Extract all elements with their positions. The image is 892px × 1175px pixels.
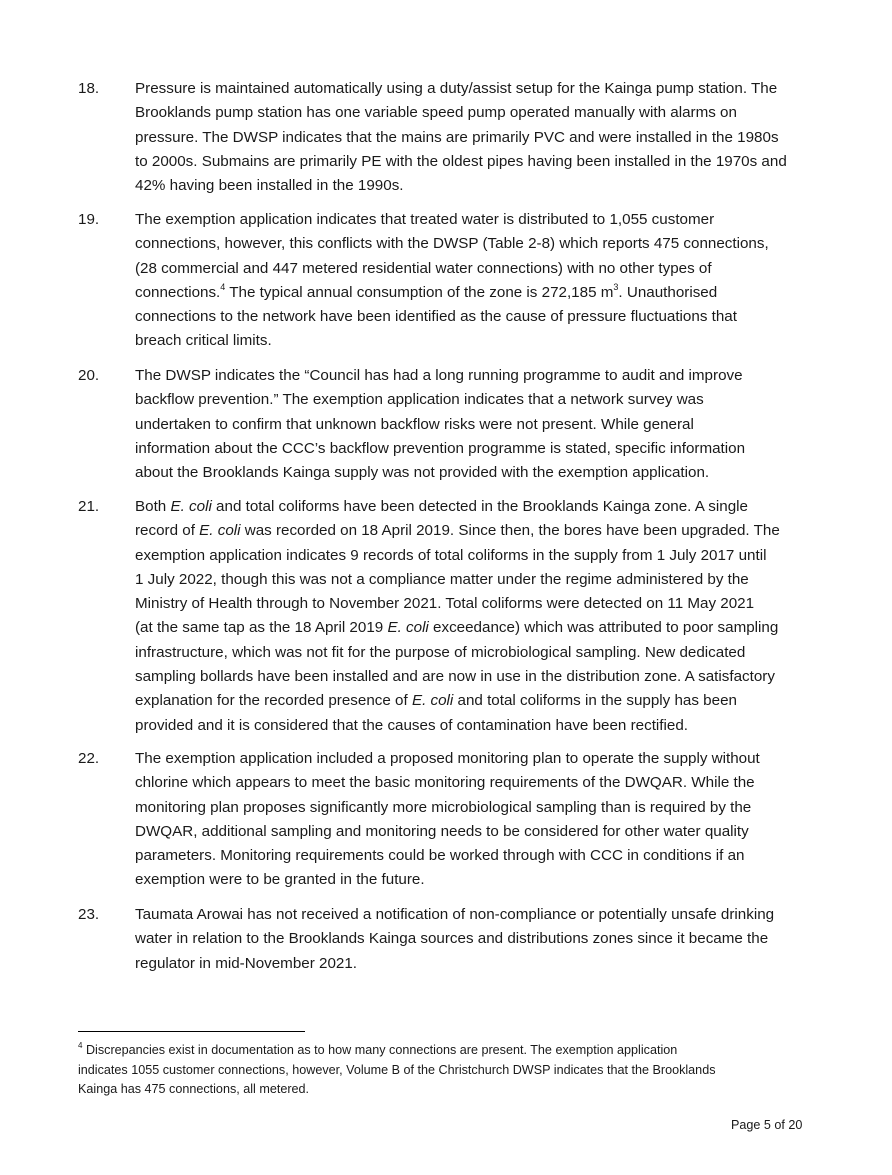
text-line: DWQAR, additional sampling and monitoring needs to be considered for other water quality: [135, 822, 749, 840]
text-line: 1 July 2022, though this was not a compliance matter under the regime administered by the: [135, 570, 749, 588]
text-line: provided and it is considered that the causes of contamination have been rectified.: [135, 716, 689, 734]
italic-term: E. coli: [411, 692, 454, 710]
text-line: monitoring plan proposes significantly more microbiological sampling than is required by the: [135, 798, 752, 816]
text-line: chlorine which appears to meet the basic monitoring requirements of the DWQAR. While the: [135, 774, 755, 792]
italic-term: E. coli: [170, 498, 212, 515]
paragraph-number: 18.: [78, 80, 100, 97]
text-line: [135, 616, 818, 640]
text-run: (at the same tap as the 18 April 2019: [135, 619, 388, 637]
text-line: [135, 689, 818, 713]
text-run: and total coliforms have been detected in the Brooklands Kainga zone. A single: [211, 498, 748, 515]
text-line: Brooklands pump station has one variable speed pump operated manually with alarms on: [135, 104, 737, 122]
text-run: record of: [135, 522, 200, 540]
text-run: and total coliforms in the supply has been: [453, 692, 737, 710]
text-line: The DWSP indicates the “Council has had a long running programme to audit and improve: [135, 367, 743, 384]
text-line: connections, however, this conflicts with the DWSP (Table 2-8) which reports 475 connections,: [135, 235, 769, 253]
text-line: exemption were to be granted in the future.: [135, 871, 425, 889]
text-run: connections.: [135, 283, 221, 301]
paragraph-text: [135, 77, 818, 198]
text-line: breach critical limits.: [135, 332, 272, 350]
text-line: The exemption application indicates that treated water is distributed to 1,055 customer: [135, 211, 715, 228]
text-run: exceedance) which was attributed to poor sampling: [428, 619, 779, 637]
text-line: to 2000s. Submains are primarily PE with the oldest pipes having been installed in the 1970s and: [135, 152, 787, 170]
text-line: pressure. The DWSP indicates that the mains are primarily PVC and were installed in the 1980s: [135, 128, 779, 146]
text-run: explanation for the recorded presence of: [135, 692, 412, 710]
text-line: sampling bollards have been installed and are now in use in the distribution zone. A satisfactory: [135, 668, 775, 686]
text-line: about the Brooklands Kainga supply was not provided with the exemption application.: [135, 464, 710, 482]
text-line: [135, 495, 818, 519]
superscript: 3: [613, 281, 619, 292]
text-line: infrastructure, which was not fit for the purpose of microbiological sampling. New dedicated: [135, 643, 746, 661]
text-run: Discrepancies exist in documentation as to how many connections are present. The exemption application: [82, 1043, 678, 1057]
text-run: The typical annual consumption of the zone is 272,185 m: [225, 283, 614, 301]
text-line: connections to the network have been identified as the cause of pressure fluctuations that: [135, 308, 737, 326]
text-line: [135, 519, 818, 543]
text-line: undertaken to confirm that unknown backflow risks were not present. While general: [135, 415, 694, 433]
paragraph-number: 19.: [78, 211, 100, 228]
paragraph-text: [135, 495, 818, 738]
text-line: (28 commercial and 447 metered residential water connections) with no other types of: [135, 259, 712, 277]
paragraph-text: [135, 364, 818, 485]
italic-term: E. coli: [199, 522, 241, 540]
paragraph-number: 21.: [78, 498, 100, 515]
text-line: 42% having been installed in the 1990s.: [135, 177, 404, 195]
footnote-line: [78, 1041, 818, 1061]
paragraph-number: 22.: [78, 750, 100, 767]
footnote-line: indicates 1055 customer connections, however, Volume B of the Christchurch DWSP indicates that the Brooklands: [78, 1062, 716, 1077]
text-line: [135, 281, 818, 305]
paragraph-text: [135, 747, 818, 893]
text-line: The exemption application included a proposed monitoring plan to operate the supply without: [135, 750, 760, 767]
text-line: exemption application indicates 9 records of total coliforms in the supply from 1 July 2017 until: [135, 546, 767, 564]
italic-term: E. coli: [387, 619, 429, 637]
text-run: Both: [135, 498, 171, 515]
text-line: Ministry of Health through to November 2021. Total coliforms were detected on 11 May 2021: [135, 595, 755, 613]
text-line: Taumata Arowai has not received a notification of non-compliance or potentially unsafe drinking: [135, 906, 775, 923]
text-line: parameters. Monitoring requirements could be worked through with CCC in conditions if an: [135, 847, 745, 865]
text-line: water in relation to the Brooklands Kainga sources and distributions zones since it became the: [135, 930, 769, 948]
paragraph-text: [135, 208, 818, 354]
text-line: backflow prevention.” The exemption application indicates that a network survey was: [135, 391, 704, 409]
paragraph-number: 20.: [78, 367, 100, 384]
text-line: information about the CCC’s backflow prevention programme is stated, specific information: [135, 439, 746, 457]
footnote-line: Kainga has 475 connections, all metered.: [78, 1082, 310, 1097]
text-line: Pressure is maintained automatically using a duty/assist setup for the Kainga pump station. The: [135, 80, 778, 97]
paragraph-number: 23.: [78, 906, 100, 923]
text-run: was recorded on 18 April 2019. Since then, the bores have been upgraded. The: [240, 522, 780, 540]
footnote-reference[interactable]: 4: [220, 281, 226, 292]
text-run: . Unauthorised: [618, 283, 718, 301]
footnote-marker: 4: [78, 1040, 83, 1050]
paragraph-text: [135, 903, 818, 976]
footnote-separator: [78, 1031, 305, 1032]
footnote: [78, 1041, 818, 1100]
text-line: regulator in mid-November 2021.: [135, 954, 358, 972]
page-number: Page 5 of 20: [731, 1118, 803, 1132]
